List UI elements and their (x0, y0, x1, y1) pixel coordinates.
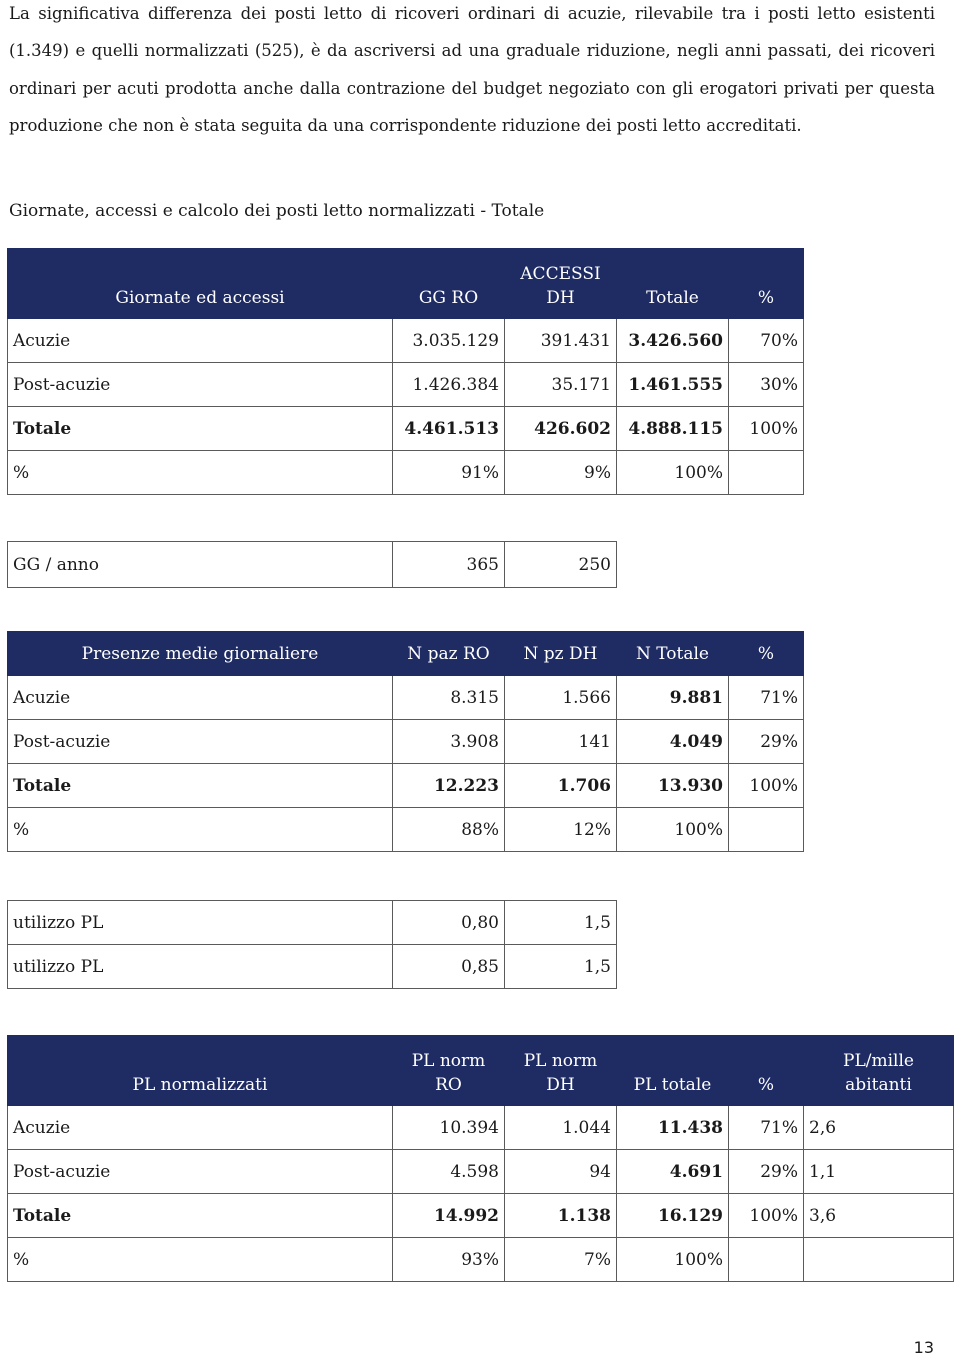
cell-value (729, 808, 804, 852)
cell-value: 1.138 (505, 1194, 617, 1238)
intro-paragraph: La significativa differenza dei posti letto di ricoveri ordinari di acuzie, rilevabile tra i posti letto esistenti (1.349) e quelli normalizzati (525), è da ascriversi ad una graduale riduzione, negli anni passati, dei ricoveri ordinari per acuti prodotta anche dalla contrazione del budget negoziato con gli erogatori privati per questa produzione che non è stata seguita da una corrispondente riduzione dei posti letto accreditati. (9, 4, 935, 136)
header-pl-norm-dh: PL norm DH (505, 1036, 617, 1106)
cell-value: 94 (505, 1150, 617, 1194)
header-n-paz-ro: N paz RO (393, 632, 505, 676)
table-giornate-accessi (7, 248, 804, 495)
cell-value: 71% (729, 1106, 804, 1150)
table-row (8, 676, 804, 720)
cell-value: 1.706 (505, 764, 617, 808)
table-row (8, 720, 804, 764)
cell-value: 88% (393, 808, 505, 852)
row-label: % (8, 451, 393, 495)
header-pl-mille-abitanti: PL/mille abitanti (804, 1036, 954, 1106)
table-row (8, 407, 804, 451)
cell-value: 16.129 (617, 1194, 729, 1238)
row-label: Post-acuzie (8, 363, 393, 407)
cell-value: 11.438 (617, 1106, 729, 1150)
cell-value: 3.035.129 (393, 319, 505, 363)
cell-value: 9% (505, 451, 617, 495)
cell-value: 3,6 (804, 1194, 954, 1238)
page-number: 13 (913, 1338, 934, 1357)
row-label: GG / anno (8, 542, 393, 588)
cell-value: 35.171 (505, 363, 617, 407)
header-pl-totale: PL totale (617, 1036, 729, 1106)
table-row (8, 451, 804, 495)
row-label: Acuzie (8, 319, 393, 363)
table-pl-normalizzati (7, 1035, 954, 1282)
cell-value: 1.044 (505, 1106, 617, 1150)
table-row (8, 1238, 954, 1282)
table-utilizzo-pl (7, 900, 617, 989)
section-heading: Giornate, accessi e calcolo dei posti letto normalizzati - Totale (9, 201, 545, 221)
header-percent: % (729, 1036, 804, 1106)
row-label: Post-acuzie (8, 1150, 393, 1194)
cell-value: 1,5 (505, 945, 617, 989)
cell-value: 100% (729, 1194, 804, 1238)
cell-value: 1.461.555 (617, 363, 729, 407)
table-row (8, 363, 804, 407)
table-header-row (8, 632, 804, 676)
header-giornate: Giornate ed accessi (8, 249, 393, 319)
cell-value: 0,80 (393, 901, 505, 945)
row-label: utilizzo PL (8, 901, 393, 945)
cell-value: 4.461.513 (393, 407, 505, 451)
cell-value: 14.992 (393, 1194, 505, 1238)
row-label: utilizzo PL (8, 945, 393, 989)
cell-value: 10.394 (393, 1106, 505, 1150)
header-gg-ro: GG RO (393, 249, 505, 319)
cell-value: 93% (393, 1238, 505, 1282)
header-accessi-dh: ACCESSI DH (505, 249, 617, 319)
cell-value: 0,85 (393, 945, 505, 989)
table-row (8, 808, 804, 852)
cell-value: 2,6 (804, 1106, 954, 1150)
cell-value: 1,1 (804, 1150, 954, 1194)
header-pl-norm-ro: PL norm RO (393, 1036, 505, 1106)
cell-value: 1,5 (505, 901, 617, 945)
table-gg-anno (7, 541, 617, 588)
table-row (8, 319, 804, 363)
cell-value: 4.049 (617, 720, 729, 764)
row-label: % (8, 808, 393, 852)
table-row (8, 901, 617, 945)
header-pl-normalizzati: PL normalizzati (8, 1036, 393, 1106)
cell-value: 100% (617, 808, 729, 852)
cell-value: 29% (729, 720, 804, 764)
cell-value (804, 1238, 954, 1282)
cell-value: 4.691 (617, 1150, 729, 1194)
cell-value: 7% (505, 1238, 617, 1282)
row-label: Acuzie (8, 1106, 393, 1150)
cell-value (729, 1238, 804, 1282)
header-percent: % (729, 249, 804, 319)
cell-value: 4.598 (393, 1150, 505, 1194)
cell-value: 8.315 (393, 676, 505, 720)
cell-value: 4.888.115 (617, 407, 729, 451)
cell-value: 365 (393, 542, 505, 588)
cell-value: 71% (729, 676, 804, 720)
table-row (8, 542, 617, 588)
cell-value: 30% (729, 363, 804, 407)
table-row (8, 1150, 954, 1194)
cell-value: 13.930 (617, 764, 729, 808)
cell-value: 12.223 (393, 764, 505, 808)
header-presenze: Presenze medie giornaliere (8, 632, 393, 676)
cell-value: 9.881 (617, 676, 729, 720)
row-label: Totale (8, 407, 393, 451)
table-row (8, 945, 617, 989)
table-row (8, 764, 804, 808)
row-label: Post-acuzie (8, 720, 393, 764)
header-percent: % (729, 632, 804, 676)
cell-value: 250 (505, 542, 617, 588)
cell-value: 391.431 (505, 319, 617, 363)
cell-value: 91% (393, 451, 505, 495)
cell-value: 100% (617, 1238, 729, 1282)
cell-value: 29% (729, 1150, 804, 1194)
cell-value (729, 451, 804, 495)
cell-value: 141 (505, 720, 617, 764)
header-n-pz-dh: N pz DH (505, 632, 617, 676)
header-n-totale: N Totale (617, 632, 729, 676)
table-presenze-medie (7, 631, 804, 852)
row-label: Acuzie (8, 676, 393, 720)
cell-value: 70% (729, 319, 804, 363)
header-totale: Totale (617, 249, 729, 319)
cell-value: 100% (729, 764, 804, 808)
table-row (8, 1106, 954, 1150)
cell-value: 100% (729, 407, 804, 451)
table-row (8, 1194, 954, 1238)
cell-value: 1.426.384 (393, 363, 505, 407)
cell-value: 100% (617, 451, 729, 495)
row-label: Totale (8, 1194, 393, 1238)
row-label: Totale (8, 764, 393, 808)
cell-value: 3.426.560 (617, 319, 729, 363)
cell-value: 1.566 (505, 676, 617, 720)
cell-value: 12% (505, 808, 617, 852)
table-header-row (8, 1036, 954, 1106)
table-header-row (8, 249, 804, 319)
cell-value: 3.908 (393, 720, 505, 764)
cell-value: 426.602 (505, 407, 617, 451)
row-label: % (8, 1238, 393, 1282)
